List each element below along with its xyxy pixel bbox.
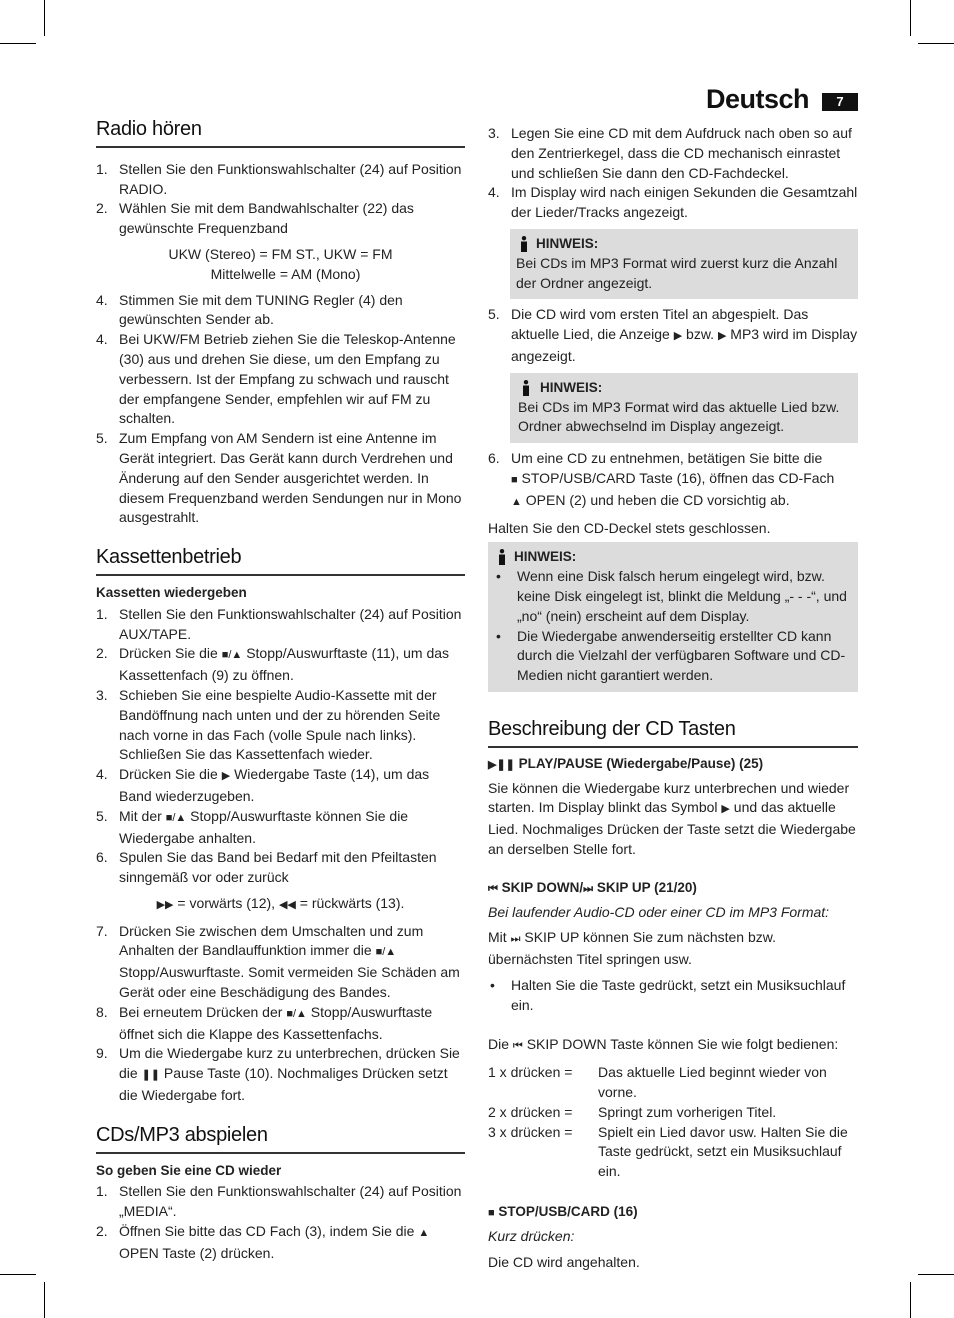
- cd-steps-5: [488, 305, 858, 366]
- crop-mark: [918, 1274, 954, 1275]
- item-text: bzw.: [682, 326, 718, 343]
- item-text: Stellen Sie den Funktionswahlschalter (24) auf Position „MEDIA“.: [119, 1183, 462, 1220]
- list-item: [488, 183, 858, 223]
- stop-icon: ■: [488, 1207, 495, 1220]
- item-number: 1.: [96, 160, 108, 177]
- page-number: 7: [822, 93, 858, 111]
- radio-steps: [96, 160, 465, 239]
- item-text: Wählen Sie mit dem Bandwahlschalter (22) das gewünschte Frequenzband: [119, 200, 414, 237]
- skip-heading: [488, 878, 858, 900]
- item-text: Legen Sie eine CD mit dem Aufdruck nach oben so auf den Zentrierkegel, dass die CD mechanisch einrastet und schließen Sie dann den CD-Fachdeckel.: [511, 125, 852, 181]
- wind-text: = vorwärts (12),: [173, 894, 279, 911]
- item-text: Spulen Sie das Band bei Bedarf mit den Pfeiltasten sinngemäß vor oder zurück: [119, 849, 437, 886]
- stop-heading: [488, 1202, 858, 1224]
- item-number: 7.: [96, 922, 108, 939]
- cd-steps-continued: [488, 124, 858, 223]
- kassette-steps: [96, 605, 465, 888]
- table-row: [488, 1103, 858, 1123]
- play-pause-text: [488, 779, 858, 860]
- body-text: und das aktuelle Lied. Nochmaliges Drücken der Taste setzt die Wiedergabe an derselben Stelle fort.: [488, 799, 856, 857]
- body-text: SKIP UP können Sie zum nächsten bzw. übernächsten Titel springen usw.: [488, 929, 776, 968]
- list-item: [96, 807, 465, 849]
- item-number: 4.: [488, 184, 500, 201]
- item-text: Um die Wiedergabe kurz zu unterbrechen, drücken Sie die: [119, 1045, 460, 1082]
- item-text: Drücken Sie die: [119, 766, 222, 783]
- press-count: 3 x drücken =: [488, 1123, 573, 1140]
- left-column: [96, 120, 465, 1264]
- play-icon: ▶: [717, 330, 727, 343]
- fast-forward-icon: ▶▶: [156, 898, 174, 911]
- press-count: 2 x drücken =: [488, 1103, 573, 1120]
- item-text: Um eine CD zu entnehmen, betätigen Sie bitte die: [511, 450, 823, 467]
- stop-eject-icon: ■/▲: [375, 946, 397, 959]
- crop-mark: [44, 1282, 45, 1318]
- item-number: 5.: [96, 430, 108, 447]
- list-item: • Die Wiedergabe anwenderseitig erstellter CD kann durch die Vielzahl der verfügbaren Software und CD-Medien nicht garantiert werden.: [496, 627, 846, 684]
- item-number: 2.: [96, 645, 108, 662]
- note-text: Bei CDs im MP3 Format wird das aktuelle Lied bzw. Ordner abwechselnd im Display angezeigt.: [518, 398, 840, 435]
- item-number: 5.: [96, 807, 108, 824]
- rewind-icon: ◀◀: [278, 898, 296, 911]
- item-text: Zum Empfang von AM Sendern ist eine Antenne im Gerät integriert. Das Gerät kann durch Verdrehen und Änderung auf den Sender ausgerichtet werden. In diesem Frequenzband werden Sendungen nur in Mono ausgestrahlt.: [119, 430, 462, 526]
- band-info: [96, 245, 465, 285]
- subsection-title: Kassetten wiedergeben: [96, 584, 247, 600]
- play-pause-heading: [488, 754, 858, 776]
- right-column: [488, 124, 858, 1272]
- info-icon: [520, 236, 528, 252]
- item-text: Stopp/Auswurftaste. Somit vermeiden Sie Schäden am Gerät oder eine Beschädigung des Bandes.: [119, 964, 460, 1001]
- item-text: Pause Taste (10). Nochmaliges Drücken setzt die Wiedergabe fort.: [119, 1065, 448, 1104]
- body-text: SKIP DOWN Taste können Sie wie folgt bedienen:: [522, 1036, 839, 1053]
- skip-up-text: [488, 928, 858, 970]
- press-effect: Spielt ein Lied davor usw. Halten Sie die Taste gedrückt, setzt ein Musiksuchlauf ein.: [598, 1123, 848, 1180]
- item-number: 1.: [96, 605, 108, 622]
- list-item: [96, 330, 465, 429]
- heading-text: STOP/USB/CARD (16): [494, 1204, 638, 1220]
- wind-text: = rückwärts (13).: [295, 894, 405, 911]
- item-number: 3.: [96, 686, 108, 703]
- skip-back-icon: ⏮: [512, 1040, 523, 1053]
- crop-mark: [44, 0, 45, 36]
- skip-condition: Bei laufender Audio-CD oder einer CD im MP3 Format:: [488, 903, 830, 920]
- pause-icon: ❚❚: [141, 1069, 161, 1082]
- press-table: [488, 1063, 858, 1182]
- item-number: 2.: [96, 200, 108, 217]
- cd-steps-6: [488, 449, 858, 512]
- wind-info: [96, 894, 465, 916]
- body-text: Mit: [488, 929, 511, 946]
- item-text: Halten Sie die Taste gedrückt, setzt ein Musiksuchlauf ein.: [511, 976, 846, 1013]
- item-number: 4.: [96, 766, 108, 783]
- item-text: Öffnen Sie bitte das CD Fach (3), indem Sie die: [119, 1223, 419, 1240]
- item-text: OPEN Taste (2) drücken.: [119, 1244, 275, 1261]
- item-number: 4.: [96, 291, 108, 308]
- play-icon: ▶: [221, 770, 231, 783]
- item-text: Wenn eine Disk falsch herum eingelegt wird, bzw. keine Disk eingelegt ist, blinkt die Meldung „- - -“, und „no“ (nein) erscheint auf dem Display.: [517, 568, 847, 624]
- list-item: [96, 605, 465, 645]
- list-item: [488, 449, 858, 512]
- crop-mark: [910, 0, 911, 36]
- note-title: HINWEIS:: [540, 379, 603, 395]
- note-title: HINWEIS:: [514, 549, 577, 565]
- stop-text: Die CD wird angehalten.: [488, 1253, 640, 1270]
- eject-icon: ▲: [418, 1227, 430, 1240]
- cd-steps: [96, 1182, 465, 1263]
- info-icon: [522, 380, 530, 396]
- skip-forward-icon: ⏭: [583, 882, 594, 895]
- stop-eject-icon: ■/▲: [221, 649, 243, 662]
- item-text: Wiedergabe Taste (14), um das Band wiederzugeben.: [119, 766, 430, 804]
- play-pause-icon: ▶❚❚: [488, 758, 515, 771]
- list-item: [96, 429, 465, 528]
- table-row: [488, 1123, 858, 1182]
- item-number: 9.: [96, 1045, 108, 1062]
- list-item: [488, 305, 858, 366]
- section-title-cd-keys: Beschreibung der CD Tasten: [488, 720, 858, 748]
- skip-forward-icon: ⏭: [510, 933, 521, 946]
- stop-eject-icon: ■/▲: [286, 1007, 307, 1020]
- note-title: HINWEIS:: [536, 235, 599, 251]
- section-title-kassette: Kassettenbetrieb: [96, 548, 465, 576]
- table-row: [488, 1063, 858, 1103]
- list-item: [96, 160, 465, 200]
- list-item: [96, 1222, 465, 1264]
- crop-mark: [918, 43, 954, 44]
- heading-text: SKIP UP (21/20): [593, 879, 697, 895]
- item-text: Bei UKW/FM Betrieb ziehen Sie die Teleskop-Antenne (30) aus und drehen Sie diese, um den Empfang zu verbessern. Ist der Empfang zu schwach und rauscht der empfangene Sender, empfehlen wir auf FM zu schalten.: [119, 331, 456, 427]
- skip-down-text: [488, 1035, 858, 1057]
- item-text: Stopp/Auswurftaste öffnet sich die Klappe des Kassettenfachs.: [119, 1003, 433, 1042]
- list-item: [96, 1044, 465, 1105]
- item-text: Stellen Sie den Funktionswahlschalter (24) auf Position RADIO.: [119, 160, 462, 197]
- crop-mark: [0, 1274, 36, 1275]
- stop-icon: ■: [511, 473, 518, 486]
- kassette-steps-2: [96, 922, 465, 1106]
- item-text: Stellen Sie den Funktionswahlschalter (24) auf Position AUX/TAPE.: [119, 605, 462, 642]
- press-effect: Das aktuelle Lied beginnt wieder von vorne.: [598, 1064, 827, 1101]
- list-item: [488, 124, 858, 183]
- item-number: 2.: [96, 1223, 108, 1240]
- item-text: Schieben Sie eine bespielte Audio-Kassette mit der Bandöffnung nach unten und der zu hörenden Seite nach vorne in das Fach (volle Spule nach links). Schließen Sie das Kassettenfach wieder.: [119, 686, 441, 763]
- item-number: 8.: [96, 1003, 108, 1020]
- keep-closed-text: Halten Sie den CD-Deckel stets geschlossen.: [488, 519, 771, 536]
- eject-icon: ▲: [511, 495, 522, 508]
- list-item: [96, 644, 465, 686]
- band-line: Mittelwelle = AM (Mono): [210, 265, 361, 282]
- play-icon: ▶: [721, 803, 730, 816]
- item-text: Bei erneutem Drücken der: [119, 1003, 287, 1020]
- item-text: Drücken Sie die: [119, 645, 222, 662]
- item-text: OPEN (2) und heben die CD vorsichtig ab.: [521, 491, 790, 508]
- item-text: Stimmen Sie mit dem TUNING Regler (4) den gewünschten Sender ab.: [119, 291, 403, 328]
- item-number: 1.: [96, 1183, 108, 1200]
- list-item: [96, 291, 465, 331]
- item-text: Die CD wird vom ersten Titel an abgespielt. Das aktuelle Lied, die Anzeige: [511, 306, 809, 343]
- list-item: [96, 199, 465, 239]
- item-text: Stopp/Auswurftaste können Sie die Wiedergabe anhalten.: [119, 807, 409, 846]
- note-box: [488, 542, 858, 692]
- item-text: Im Display wird nach einigen Sekunden die Gesamtzahl der Lieder/Tracks angezeigt.: [511, 184, 858, 221]
- item-text: Mit der: [119, 807, 166, 824]
- crop-mark: [0, 43, 36, 44]
- list-item: [96, 1003, 465, 1045]
- play-icon: ▶: [673, 330, 683, 343]
- stop-eject-icon: ■/▲: [165, 811, 187, 824]
- section-title-cd: CDs/MP3 abspielen: [96, 1126, 465, 1154]
- list-item: [96, 1182, 465, 1222]
- body-text: Sie können die Wiedergabe kurz unterbrechen und wieder starten. Im Display blinkt das Symbol: [488, 779, 850, 816]
- list-item: [96, 765, 465, 807]
- skip-back-icon: ⏮: [488, 882, 498, 895]
- crop-mark: [910, 1282, 911, 1318]
- item-number: 6.: [96, 849, 108, 866]
- item-text: STOP/USB/CARD Taste (16), öffnen das CD-Fach: [517, 469, 835, 486]
- subsection-title: So geben Sie eine CD wieder: [96, 1162, 282, 1178]
- info-icon: [498, 549, 506, 565]
- item-number: 4.: [96, 331, 108, 348]
- item-number: 5.: [488, 306, 500, 323]
- section-title-radio: Radio hören: [96, 120, 465, 148]
- band-line: UKW (Stereo) = FM ST., UKW = FM: [168, 245, 393, 262]
- note-box: [510, 229, 858, 299]
- item-number: 3.: [488, 125, 500, 141]
- press-count: 1 x drücken =: [488, 1064, 573, 1081]
- list-item: • Wenn eine Disk falsch herum eingelegt wird, bzw. keine Disk eingelegt ist, blinkt die Meldung „- - -“, und „no“ (nein) erscheint auf dem Display.: [496, 568, 847, 624]
- radio-steps-2: [96, 291, 465, 529]
- heading-text: SKIP DOWN/: [497, 879, 584, 895]
- page-language-title: Deutsch: [705, 84, 809, 114]
- stop-condition: Kurz drücken:: [488, 1227, 575, 1244]
- note-box: [510, 373, 858, 443]
- item-number: 6.: [488, 450, 500, 467]
- item-text: MP3 wird im Display angezeigt.: [511, 326, 858, 364]
- list-item: [96, 848, 465, 888]
- list-item: • Halten Sie die Taste gedrückt, setzt ein Musiksuchlauf ein.: [490, 976, 846, 1013]
- item-text: Stopp/Auswurftaste (11), um das Kassettenfach (9) zu öffnen.: [119, 645, 450, 684]
- item-text: Die Wiedergabe anwenderseitig erstellter CD kann durch die Vielzahl der verfügbaren Software und CD-Medien nicht garantiert werden.: [517, 627, 846, 684]
- body-text: Die: [488, 1036, 513, 1053]
- note-text: Bei CDs im MP3 Format wird zuerst kurz die Anzahl der Ordner angezeigt.: [516, 254, 838, 291]
- note-bullets: [494, 567, 852, 686]
- press-effect: Springt zum vorherigen Titel.: [598, 1103, 777, 1120]
- item-text: Drücken Sie zwischen dem Umschalten und zum Anhalten der Bandlauffunktion immer die: [119, 922, 424, 959]
- list-item: [96, 922, 465, 1003]
- heading-text: PLAY/PAUSE (Wiedergabe/Pause) (25): [514, 755, 764, 771]
- list-item: [96, 686, 465, 765]
